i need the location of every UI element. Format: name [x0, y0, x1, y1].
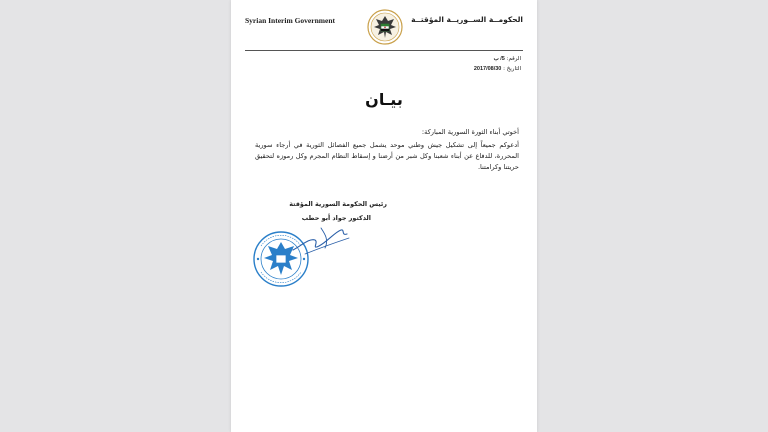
signatory-title: رئيس الحكومة السورية المؤقتة — [289, 200, 387, 208]
handwritten-signature — [291, 220, 351, 256]
signatory-name: الدكتور جواد أبو حطب — [301, 214, 371, 222]
eagle-emblem-icon — [365, 7, 405, 47]
statement-title: بيـان — [365, 90, 403, 109]
header-title-en: Syrian Interim Government — [245, 16, 335, 25]
reference-line — [494, 56, 521, 62]
header-divider — [245, 50, 523, 51]
date-value: 2017/08/30 — [473, 66, 502, 72]
document-page — [231, 0, 537, 432]
reference-value: 5/ ب — [493, 56, 505, 62]
header-title-ar: الحكومــة الســوريــة المؤقتــة — [411, 15, 523, 24]
reference-label: الرقم: — [506, 56, 521, 62]
greeting-line: أخوتي أبناء الثورة السورية المباركة: — [421, 128, 519, 136]
statement-body: أدعوكم جميعاً إلى تشكيل جيش وطني موحد يشمل جميع الفصائل الثورية في أرجاء سورية المحررة، للدفاع عن أبناء شعبنا وكل شبر من أرضنا و إسقاط النظام المجرم وكل رموزه لتحقيق حريتنا وكرامتنا. — [255, 141, 519, 171]
date-label: التاريخ : — [503, 66, 521, 72]
date-line — [474, 66, 521, 72]
